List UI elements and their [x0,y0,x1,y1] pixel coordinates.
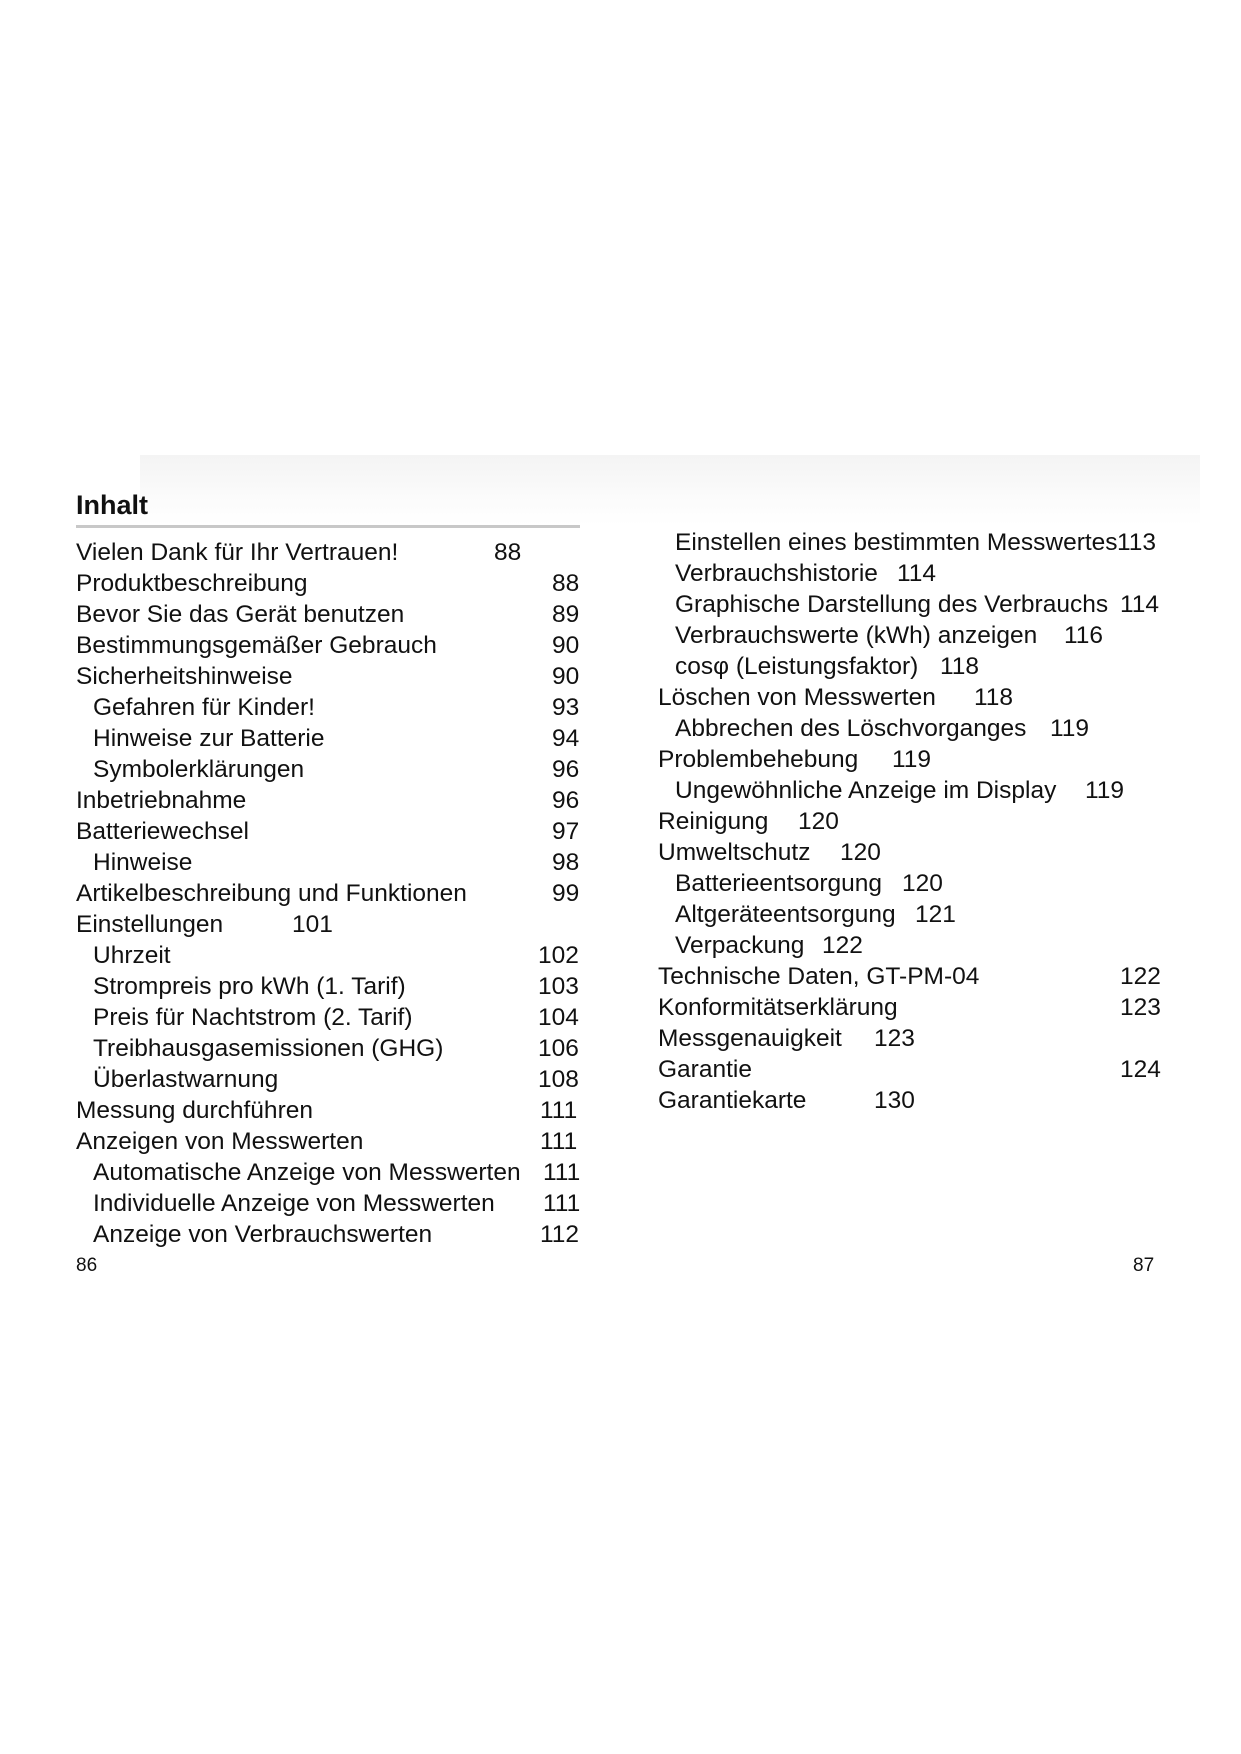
toc-entry-label: Preis für Nachtstrom (2. Tarif) [93,1004,413,1031]
toc-entry-page: 123 [874,1025,915,1052]
toc-entry-label: Treibhausgasemissionen (GHG) [93,1035,444,1062]
toc-entry-page: 102 [538,942,579,969]
toc-entry-page: 104 [538,1004,579,1031]
toc-entry-page: 101 [292,911,333,938]
toc-entry-label: Ungewöhnliche Anzeige im Display [675,777,1057,804]
toc-entry-label: Vielen Dank für Ihr Vertrauen! [76,539,399,566]
toc-entry-label: Graphische Darstellung des Verbrauchs [675,591,1109,618]
toc-entry-page: 120 [902,870,943,897]
toc-entry-label: Löschen von Messwerten [658,684,936,711]
toc-entry-page: 106 [538,1035,579,1062]
toc-entry-page: 123 [1120,994,1161,1021]
toc-entry-label: Verbrauchswerte (kWh) anzeigen [675,622,1038,649]
toc-entry-page: 89 [552,601,580,628]
toc-entry-page: 118 [974,684,1014,711]
toc-entry-label: Hinweise [93,849,193,876]
toc-entry-page: 93 [552,694,580,721]
toc-entry-label: Anzeige von Verbrauchswerten [93,1221,433,1248]
toc-entry-label: Messgenauigkeit [658,1025,842,1052]
toc-entry-label: Garantie [658,1056,752,1083]
toc-entry-label: Strompreis pro kWh (1. Tarif) [93,973,406,1000]
toc-title: Inhalt [76,490,148,520]
toc-entry-page: 120 [798,808,839,835]
toc-entry-label: Artikelbeschreibung und Funktionen [76,880,467,907]
toc-entry-label: Problembehebung [658,746,859,773]
title-underline [76,525,580,528]
toc-entry-page: 111 [540,1097,578,1124]
toc-entry-page: 119 [892,746,932,773]
toc-entry-label: Uhrzeit [93,942,171,969]
toc-entry-page: 114 [897,560,937,587]
toc-entry-page: 108 [538,1066,579,1093]
toc-entry-label: Verpackung [675,932,805,959]
toc-entry-label: Reinigung [658,808,769,835]
toc-entry-page: 124 [1120,1056,1161,1083]
toc-entry-page: 118 [940,653,980,680]
toc-entry-page: 112 [540,1221,580,1248]
toc-entry-label: Bestimmungsgemäßer Gebrauch [76,632,437,659]
toc-entry-page: 111 [543,1159,581,1186]
toc-entry-label: Produktbeschreibung [76,570,308,597]
toc-entry-page: 113 [1117,529,1157,556]
toc-entry-page: 97 [552,818,580,845]
toc-entry-label: Symbolerklärungen [93,756,305,783]
toc-entry-label: Technische Daten, GT-PM-04 [658,963,980,990]
toc-entry-page: 120 [840,839,881,866]
toc-entry-label: Altgeräteentsorgung [675,901,896,928]
toc-entry-page: 116 [1064,622,1104,649]
toc-entry-page: 88 [494,539,522,566]
toc-entry-label: Batteriewechsel [76,818,249,845]
toc-entry-label: Umweltschutz [658,839,811,866]
toc-entry-label: Konformitätserklärung [658,994,898,1021]
toc-entry-label: Einstellen eines bestimmten Messwertes [675,529,1118,556]
toc-entry-label: Automatische Anzeige von Messwerten [93,1159,521,1186]
toc-entry-label: Bevor Sie das Gerät benutzen [76,601,405,628]
toc-entry-label: Batterieentsorgung [675,870,883,897]
toc-entry-page: 94 [552,725,580,752]
page-number-left: 86 [76,1255,98,1276]
toc-entry-page: 119 [1085,777,1125,804]
toc-entry-label: Garantiekarte [658,1087,807,1114]
toc-entry-label: cosφ (Leistungsfaktor) [675,653,919,680]
page-number-right: 87 [1133,1255,1155,1276]
toc-entry-page: 90 [552,632,580,659]
toc-entry-page: 99 [552,880,580,907]
toc-entry-page: 88 [552,570,580,597]
toc-entry-label: Anzeigen von Messwerten [76,1128,364,1155]
toc-entry-page: 130 [874,1087,915,1114]
toc-entry-label: Überlastwarnung [93,1066,279,1093]
toc-entry-label: Sicherheitshinweise [76,663,293,690]
toc-entry-label: Gefahren für Kinder! [93,694,315,721]
toc-entry-page: 98 [552,849,580,876]
toc-entry-label: Messung durchführen [76,1097,313,1124]
toc-entry-label: Hinweise zur Batterie [93,725,325,752]
toc-entry-label: Inbetriebnahme [76,787,247,814]
toc-entry-page: 114 [1120,591,1160,618]
toc-entry-page: 122 [822,932,863,959]
toc-entry-label: Individuelle Anzeige von Messwerten [93,1190,495,1217]
toc-entry-page: 96 [552,787,580,814]
toc-entry-page: 96 [552,756,580,783]
toc-entry-label: Verbrauchshistorie [675,560,878,587]
toc-entry-page: 103 [538,973,579,1000]
toc-entry-label: Einstellungen [76,911,224,938]
toc-entry-page: 119 [1050,715,1090,742]
toc-entry-page: 90 [552,663,580,690]
toc-entry-page: 111 [543,1190,581,1217]
toc-entry-label: Abbrechen des Löschvorganges [675,715,1027,742]
toc-entry-page: 122 [1120,963,1161,990]
toc-entry-page: 121 [915,901,956,928]
toc-entry-page: 111 [540,1128,578,1155]
page-background-shade [140,455,1200,525]
